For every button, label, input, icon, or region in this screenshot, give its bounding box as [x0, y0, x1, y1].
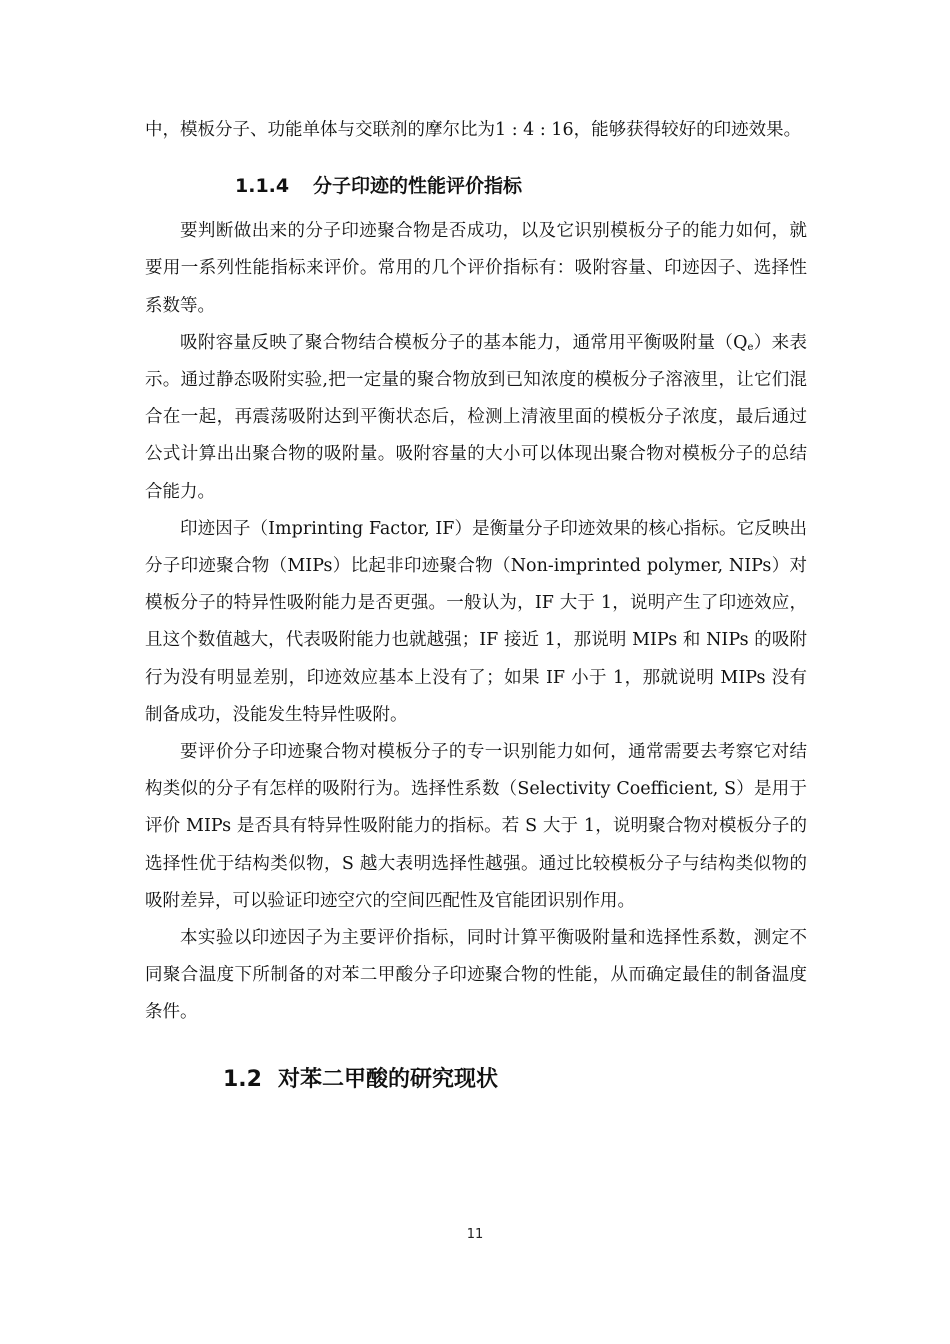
paragraph-adsorption-capacity: [145, 325, 807, 511]
section-number: 1.2: [223, 1066, 262, 1092]
paragraph-evaluation-intro: 要判断做出来的分子印迹聚合物是否成功，以及它识别模板分子的能力如何，就要用一系列性能指标来评价。常用的几个评价指标有：吸附容量、印迹因子、选择性系数等。: [145, 221, 807, 316]
section-heading-1-1-4: [145, 167, 807, 205]
section-heading-1-2: [145, 1060, 807, 1100]
page-number: 11: [466, 1227, 484, 1242]
subscript-e: e: [747, 341, 754, 353]
paragraph-selectivity-coefficient: 要评价分子印迹聚合物对模板分子的专一识别能力如何，通常需要去考察它对结构类似的分子有怎样的吸附行为。选择性系数（Selectivity Coefficient, S）是用于评价 MIPs 是否具有特异性吸附能力的指标。若 S 大于 1，说明聚合物对模板分子的选择性优于结构类似物，S 越大表明选择性越强。通过比较模板分子与结构类似物的吸附差异，可以验证印迹空穴的空间匹配性及官能团识别作用。: [145, 742, 807, 911]
text-span: 吸附容量反映了聚合物结合模板分子的基本能力，通常用平衡吸附量（Q: [180, 332, 748, 353]
page-body: [145, 112, 807, 1100]
continuation-paragraph: 中，模板分子、功能单体与交联剂的摩尔比为1 : 4 : 16，能够获得较好的印迹效果。: [145, 120, 802, 140]
section-title: 分子印迹的性能评价指标: [313, 175, 523, 198]
paragraph-imprinting-factor: 印迹因子（Imprinting Factor, IF）是衡量分子印迹效果的核心指标。它反映出分子印迹聚合物（MIPs）比起非印迹聚合物（Non-imprinted polymer, NIPs）对模板分子的特异性吸附能力是否更强。一般认为，IF 大于 1，说明产生了印迹效应，且这个数值越大，代表吸附能力也就越强；IF 接近 1，那说明 MIPs 和 NIPs 的吸附行为没有明显差别，印迹效应基本上没有了；如果 IF 小于 1，那就说明 MIPs 没有制备成功，没能发生特异性吸附。: [145, 518, 807, 725]
text-span: ）来表示。通过静态吸附实验,把一定量的聚合物放到已知浓度的模板分子溶液里，让它们混合在一起，再震荡吸附达到平衡状态后，检测上清液里面的模板分子浓度，最后通过公式计算出出聚合物的吸附量。吸附容量的大小可以体现出聚合物对模板分子的总结合能力。: [145, 332, 807, 502]
section-title: 对苯二甲酸的研究现状: [278, 1066, 499, 1092]
paragraph-experiment-summary: 本实验以印迹因子为主要评价指标，同时计算平衡吸附量和选择性系数，测定不同聚合温度下所制备的对苯二甲酸分子印迹聚合物的性能，从而确定最佳的制备温度条件。: [145, 928, 807, 1023]
section-number: 1.1.4: [235, 175, 290, 198]
